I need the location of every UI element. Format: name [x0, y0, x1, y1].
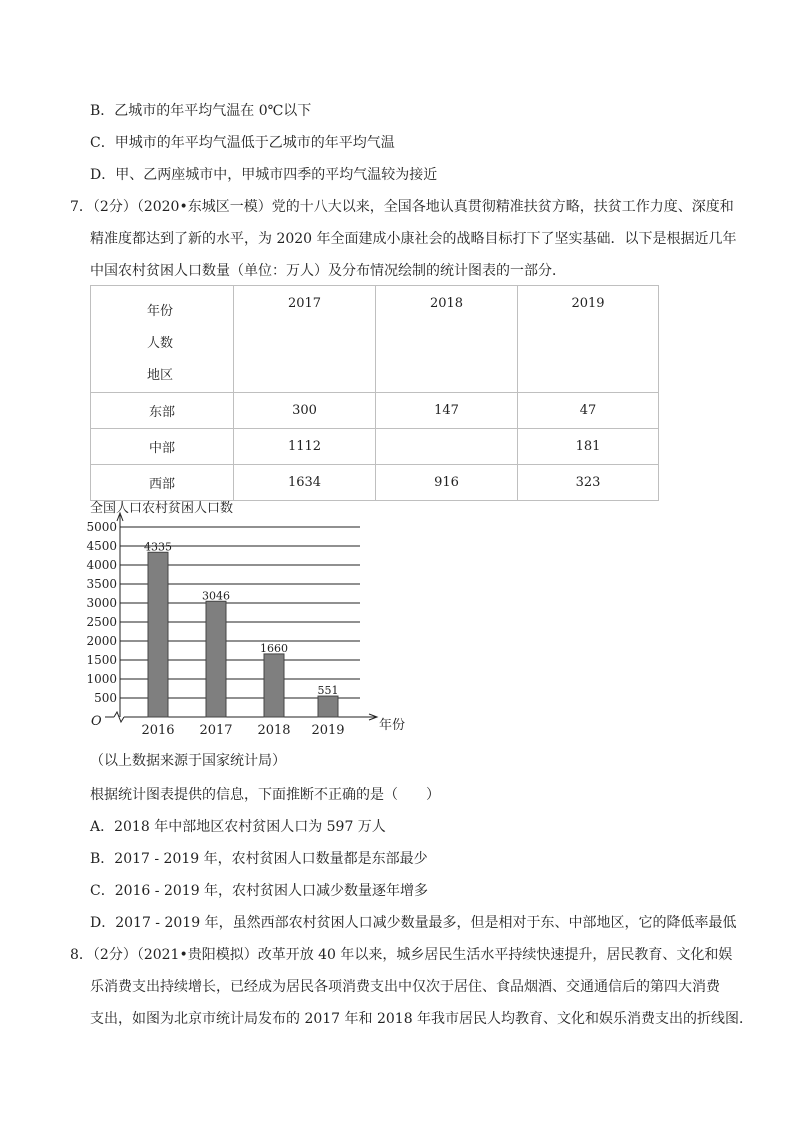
y-tick-label: 2000 — [86, 634, 117, 648]
q7-stem-line3: 中国农村贫困人口数量（单位：万人）及分布情况绘制的统计图表的一部分． — [90, 263, 566, 279]
bar-value-label: 551 — [317, 684, 339, 698]
table-row — [91, 393, 659, 429]
q7-option-b: B．2017 - 2019 年，农村贫困人口数量都是东部最少 — [90, 851, 428, 867]
poverty-table — [90, 285, 659, 501]
header-region-label: 地区 — [147, 368, 174, 383]
q8-stem-line1: 8．（2分）（2021•贵阳模拟）改革开放 40 年以来，城乡居民生活水平持续快速提升，居民教育、文化和娱 — [70, 947, 733, 963]
y-tick-label: 3000 — [86, 596, 117, 610]
y-tick-label: 4000 — [86, 558, 117, 572]
table-cell: 300 — [234, 393, 376, 429]
header-year-label: 年份 — [147, 304, 174, 319]
q7-option-d: D．2017 - 2019 年，虽然西部农村贫困人口减少数量最多，但是相对于东、中部地区，它的降低率最低 — [90, 915, 737, 931]
q7-stem-line1: 7．（2分）（2020•东城区一模）党的十八大以来，全国各地认真贯彻精准扶贫方略，扶贫工作力度、深度和 — [70, 199, 734, 215]
q7-question: 根据统计图表提供的信息，下面推断不正确的是（ ） — [90, 787, 440, 803]
y-tick-label: 3500 — [86, 577, 117, 591]
bar-value-label: 1660 — [260, 641, 288, 655]
y-tick-label: 2500 — [86, 615, 117, 629]
table-cell: 181 — [518, 429, 659, 465]
table-cell: 47 — [518, 393, 659, 429]
bar — [318, 696, 338, 717]
q7-option-a: A．2018 年中部地区农村贫困人口为 597 万人 — [90, 819, 386, 835]
q7-stem-line2: 精准度都达到了新的水平，为 2020 年全面建成小康社会的战略目标打下了坚实基础．以下是根据近几年 — [90, 231, 737, 247]
chart-title: 全国人口农村贫困人口数 — [90, 501, 234, 516]
y-tick-label: 500 — [94, 691, 117, 705]
bar-chart — [85, 495, 415, 750]
region-central: 中部 — [91, 429, 234, 465]
q8-stem-line2: 乐消费支出持续增长，已经成为居民各项消费支出中仅次于居住、食品烟酒、交通通信后的第四大消费 — [90, 979, 720, 995]
table-corner-header — [91, 286, 234, 393]
y-tick-label: 4500 — [86, 539, 117, 553]
origin-label: O — [91, 714, 102, 729]
q6-option-c: C．甲城市的年平均气温低于乙城市的年平均气温 — [90, 135, 395, 151]
table-cell: 916 — [376, 465, 518, 501]
x-axis-label: 年份 — [379, 718, 406, 733]
q8-stem-line3: 支出，如图为北京市统计局发布的 2017 年和 2018 年我市居民人均教育、文化和娱乐消费支出的折线图． — [90, 1011, 754, 1027]
bar-value-label: 4335 — [144, 540, 172, 554]
header-year-2017: 2017 — [234, 286, 376, 393]
bar-value-label: 3046 — [202, 589, 230, 603]
q6-option-d: D．甲、乙两座城市中，甲城市四季的平均气温较为接近 — [90, 167, 438, 183]
region-east: 东部 — [91, 393, 234, 429]
table-cell: 1112 — [234, 429, 376, 465]
bar — [206, 601, 226, 717]
q6-option-b: B．乙城市的年平均气温在 0℃以下 — [90, 103, 312, 119]
table-row — [91, 429, 659, 465]
bar — [264, 654, 284, 717]
region-west: 西部 — [91, 465, 234, 501]
data-source-note: （以上数据来源于国家统计局） — [90, 753, 286, 769]
y-tick-label: 1500 — [86, 653, 117, 667]
y-tick-label: 1000 — [86, 672, 117, 686]
table-header-row — [91, 286, 659, 393]
y-tick-label: 5000 — [86, 520, 117, 534]
x-tick-label: 2017 — [199, 723, 233, 738]
header-year-2019: 2019 — [518, 286, 659, 393]
x-tick-label: 2019 — [311, 723, 345, 738]
header-people-label: 人数 — [147, 336, 174, 351]
table-cell: 1634 — [234, 465, 376, 501]
header-year-2018: 2018 — [376, 286, 518, 393]
q7-option-c: C．2016 - 2019 年，农村贫困人口减少数量逐年增多 — [90, 883, 429, 899]
x-tick-label: 2018 — [257, 723, 291, 738]
bar — [148, 552, 168, 717]
table-cell — [376, 429, 518, 465]
table-cell: 147 — [376, 393, 518, 429]
x-tick-label: 2016 — [141, 723, 175, 738]
table-cell: 323 — [518, 465, 659, 501]
axis-break-mark — [114, 712, 124, 722]
